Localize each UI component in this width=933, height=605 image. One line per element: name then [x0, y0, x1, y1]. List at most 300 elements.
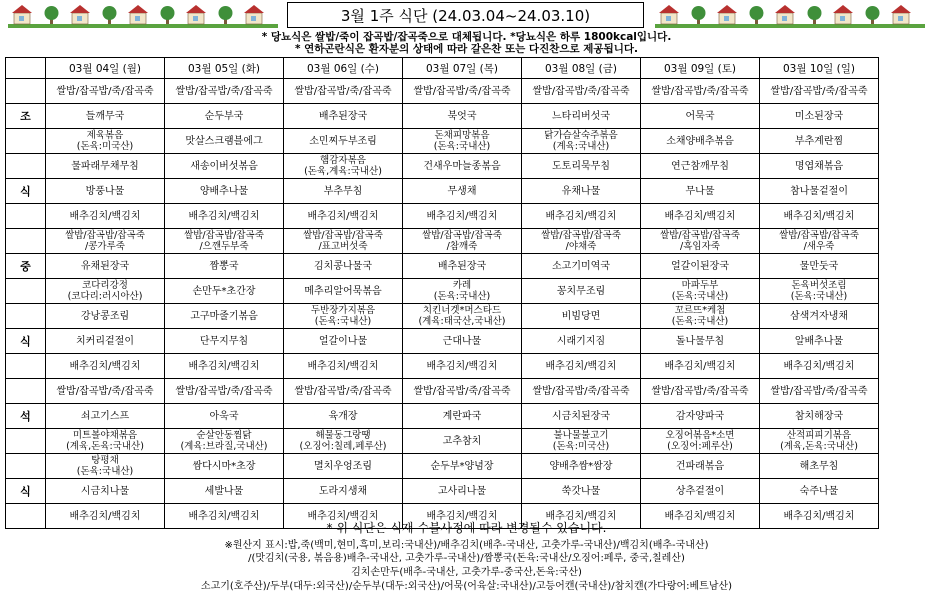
menu-item-text: (돈육:국내산)	[433, 291, 491, 302]
menu-item	[522, 279, 641, 304]
menu-item-text: 치커리겉절이	[76, 335, 134, 347]
day-header: 03월 05일 (화)	[165, 58, 284, 79]
tree-icon	[45, 6, 59, 20]
menu-item	[522, 129, 641, 154]
menu-row	[6, 229, 879, 254]
menu-item-text: 쇠고기스프	[80, 410, 130, 422]
menu-item	[760, 229, 879, 254]
menu-item	[284, 229, 403, 254]
menu-item-text: 참치해장국	[794, 410, 844, 422]
house-window-icon	[840, 16, 845, 21]
menu-item	[522, 204, 641, 229]
weekly-menu-table	[5, 57, 879, 529]
menu-item	[46, 279, 165, 304]
menu-item	[46, 404, 165, 429]
menu-item-text: 배추김치/백김치	[307, 510, 379, 522]
house-roof-icon	[775, 5, 795, 13]
menu-item	[641, 79, 760, 104]
day-header-row	[6, 58, 879, 79]
menu-item	[760, 204, 879, 229]
menu-row	[6, 79, 879, 104]
menu-item-text: 연근참깨무침	[671, 160, 729, 172]
menu-item-text: 쌀밥/잡곡밥/죽/잡곡죽	[294, 385, 392, 397]
menu-item-text: 고사리나물	[437, 485, 487, 497]
house-roof-icon	[12, 5, 32, 13]
menu-item-text: 어묵국	[685, 110, 715, 122]
menu-item	[46, 304, 165, 329]
village-decoration-left	[8, 2, 278, 28]
menu-row	[6, 329, 879, 354]
menu-item-text: 카레	[452, 280, 472, 291]
menu-item	[284, 304, 403, 329]
menu-item	[760, 254, 879, 279]
menu-item	[284, 379, 403, 404]
menu-item-text: 상추겉절이	[675, 485, 725, 497]
menu-item-text: (돈육:국내산)	[314, 316, 372, 327]
menu-item-text: 배추김치/백김치	[783, 360, 855, 372]
menu-item-text: 부추계란찜	[794, 135, 844, 147]
menu-item-text: /표고버섯죽	[318, 241, 368, 252]
menu-item	[284, 404, 403, 429]
menu-item-text: 배추김치/백김치	[426, 510, 498, 522]
menu-item	[403, 104, 522, 129]
menu-item-text: 불나물불고기	[553, 430, 609, 441]
tree-icon	[692, 6, 706, 20]
menu-item	[522, 329, 641, 354]
menu-item-text: 오징어볶음*소면	[665, 430, 735, 441]
menu-item-text: 닭가슴살숙주볶음	[544, 130, 618, 141]
menu-item	[403, 429, 522, 454]
menu-item	[760, 154, 879, 179]
meal-label	[6, 79, 46, 104]
menu-item	[284, 479, 403, 504]
day-header: 03월 06일 (수)	[284, 58, 403, 79]
menu-item	[165, 129, 284, 154]
menu-item	[165, 329, 284, 354]
menu-item-text: (계육,돈육:국내산)	[780, 441, 858, 452]
menu-row	[6, 354, 879, 379]
menu-item	[641, 104, 760, 129]
menu-item	[284, 129, 403, 154]
house-window-icon	[19, 16, 24, 21]
menu-item	[46, 154, 165, 179]
meal-label: 식	[6, 479, 46, 504]
menu-item-text: 쌀밥/잡곡밥/잡곡죽	[779, 230, 859, 241]
menu-item-text: 고추참치	[442, 435, 482, 447]
menu-item-text: (계육:태국산,국내산)	[418, 316, 506, 327]
menu-item	[165, 254, 284, 279]
menu-item	[403, 304, 522, 329]
menu-item	[46, 129, 165, 154]
menu-row	[6, 254, 879, 279]
menu-item-text: 새송이버섯볶음	[190, 160, 258, 172]
menu-item-text: 배추김치/백김치	[664, 360, 736, 372]
menu-item-text: 꽁치무조림	[556, 285, 606, 297]
footer-origin-line-1: ※원산지 표시:밥,죽(백미,현미,흑미,보리:국내산)/배추김치(배추-국내산, 고춧가루-국내산)/백김치(배추-국내산)	[224, 540, 709, 551]
menu-row	[6, 104, 879, 129]
menu-item-text: 계란파국	[442, 410, 482, 422]
meal-label	[6, 129, 46, 154]
menu-item	[641, 229, 760, 254]
menu-item-text: 배추김치/백김치	[545, 360, 617, 372]
menu-item-text: 배추김치/백김치	[426, 360, 498, 372]
menu-item	[760, 429, 879, 454]
menu-item-text: 건파래볶음	[675, 460, 725, 472]
menu-item-text: 얼갈이나물	[318, 335, 368, 347]
menu-item-text: 아욱국	[209, 410, 239, 422]
menu-item-text: 세발나물	[204, 485, 244, 497]
menu-item-text: 육개장	[328, 410, 358, 422]
menu-item	[641, 204, 760, 229]
meal-label	[6, 204, 46, 229]
menu-item-text: 배추김치/백김치	[664, 210, 736, 222]
menu-item-text: 배추김치/백김치	[545, 210, 617, 222]
menu-item	[165, 379, 284, 404]
menu-item-text: 순살안동찜닭	[196, 430, 252, 441]
menu-item	[284, 254, 403, 279]
menu-item-text: 순두부국	[204, 110, 244, 122]
menu-item-text: 비빔당면	[561, 310, 601, 322]
footer-origin-line-4: 소고기(호주산)/두부(대두:외국산)/순두부(대두:외국산)/어묵(어육살:국내산)/고등어캔(국내산)/참치캔(가다랑어:베트남산)	[200, 581, 733, 592]
menu-item	[165, 154, 284, 179]
menu-item-text: 쌀밥/잡곡밥/죽/잡곡죽	[770, 385, 868, 397]
menu-item-text: 유채된장국	[80, 260, 130, 272]
menu-item	[165, 479, 284, 504]
menu-row	[6, 129, 879, 154]
menu-item	[760, 354, 879, 379]
day-header: 03월 08일 (금)	[522, 58, 641, 79]
menu-item	[403, 354, 522, 379]
menu-item	[403, 454, 522, 479]
menu-item-text: 쌀밥/잡곡밥/죽/잡곡죽	[770, 85, 868, 97]
menu-item	[522, 229, 641, 254]
meal-label: 조	[6, 104, 46, 129]
menu-item-text: 제육볶음	[86, 130, 124, 141]
menu-item-text: 유채나물	[561, 185, 601, 197]
day-header: 03월 09일 (토)	[641, 58, 760, 79]
menu-item-text: 돈육버섯조림	[791, 280, 847, 291]
menu-item-text: 숙주나물	[799, 485, 839, 497]
menu-item-text: 코다리강정	[82, 280, 128, 291]
menu-item-text: 해초무침	[799, 460, 839, 472]
menu-item-text: 김치콩나물국	[314, 260, 372, 272]
menu-item	[284, 104, 403, 129]
menu-item-text: /흑임자죽	[680, 241, 720, 252]
tree-icon	[103, 6, 117, 20]
menu-item	[641, 479, 760, 504]
footer-change-notice: * 위 식단은 식재 수불사정에 따라 변경될수 있습니다.	[326, 521, 607, 535]
tree-icon	[161, 6, 175, 20]
house-window-icon	[251, 16, 256, 21]
house-window-icon	[77, 16, 82, 21]
menu-item	[641, 279, 760, 304]
menu-item	[46, 104, 165, 129]
menu-item-text: 짬뽕국	[209, 260, 239, 272]
menu-row	[6, 204, 879, 229]
menu-item-text: (돈육:미국산)	[552, 441, 610, 452]
menu-item	[522, 104, 641, 129]
menu-item	[641, 179, 760, 204]
menu-item	[46, 429, 165, 454]
menu-item-text: 시금치된장국	[552, 410, 610, 422]
menu-row	[6, 179, 879, 204]
menu-item-text: 소고기미역국	[552, 260, 610, 272]
menu-item-text: 얼갈이된장국	[671, 260, 729, 272]
house-roof-icon	[833, 5, 853, 13]
menu-item-text: 순두부*양념장	[430, 460, 494, 472]
house-roof-icon	[659, 5, 679, 13]
menu-item	[403, 129, 522, 154]
menu-item-text: 감자양파국	[675, 410, 725, 422]
notice-diabetic: * 당뇨식은 쌀밥/죽이 잡곡밥/잡곡죽으로 대체됩니다. *당뇨식은 하루 1800kcal입니다.	[261, 31, 672, 43]
meal-label: 석	[6, 404, 46, 429]
menu-item	[403, 254, 522, 279]
menu-row	[6, 279, 879, 304]
menu-item	[46, 379, 165, 404]
menu-item-text: 배추김치/백김치	[426, 210, 498, 222]
menu-item-text: 쌀밥/잡곡밥/죽/잡곡죽	[294, 85, 392, 97]
menu-item-text: 쌀밥/잡곡밥/잡곡죽	[303, 230, 383, 241]
menu-item	[46, 254, 165, 279]
house-roof-icon	[70, 5, 90, 13]
menu-item	[641, 129, 760, 154]
house-window-icon	[666, 16, 671, 21]
menu-item-text: 쌈다시마*초장	[192, 460, 256, 472]
meal-label	[6, 279, 46, 304]
menu-row	[6, 429, 879, 454]
menu-item-text: 양배추나물	[199, 185, 249, 197]
house-window-icon	[782, 16, 787, 21]
menu-item-text: 시래기지짐	[556, 335, 606, 347]
menu-item-text: 물파래무채무침	[71, 160, 139, 172]
menu-item-text: /콩가루죽	[85, 241, 125, 252]
menu-item	[522, 479, 641, 504]
menu-item-text: 강낭콩조림	[80, 310, 130, 322]
house-roof-icon	[244, 5, 264, 13]
menu-item	[284, 429, 403, 454]
menu-item-text: 느타리버섯국	[552, 110, 610, 122]
menu-item	[641, 429, 760, 454]
menu-item-text: 배추된장국	[437, 260, 487, 272]
menu-item	[403, 154, 522, 179]
menu-item-text: 배추김치/백김치	[783, 510, 855, 522]
menu-item	[46, 79, 165, 104]
meal-label	[6, 229, 46, 254]
menu-item	[641, 254, 760, 279]
menu-item-text: 산적피피기볶음	[786, 430, 852, 441]
menu-item	[760, 279, 879, 304]
menu-item-text: (돈육:국내산)	[790, 291, 848, 302]
house-window-icon	[898, 16, 903, 21]
menu-item-text: 쌀밥/잡곡밥/잡곡죽	[660, 230, 740, 241]
menu-item-text: 배추김치/백김치	[664, 510, 736, 522]
menu-item-text: 쌀밥/잡곡밥/죽/잡곡죽	[56, 85, 154, 97]
menu-item-text: (돈육:국내산)	[433, 141, 491, 152]
menu-item	[641, 404, 760, 429]
menu-item-text: 쌀밥/잡곡밥/죽/잡곡죽	[532, 85, 630, 97]
menu-item	[165, 279, 284, 304]
village-decoration-right	[655, 2, 925, 28]
tree-icon	[808, 6, 822, 20]
menu-item-text: 소채양배추볶음	[666, 135, 734, 147]
menu-item-text: 미트볼야채볶음	[72, 430, 138, 441]
menu-item-text: 도라지생채	[318, 485, 368, 497]
menu-item-text: 배추김치/백김치	[307, 210, 379, 222]
menu-item-text: 양배추쌈*쌈장	[549, 460, 613, 472]
house-roof-icon	[186, 5, 206, 13]
house-window-icon	[193, 16, 198, 21]
menu-item-text: 쌀밥/잡곡밥/죽/잡곡죽	[175, 85, 273, 97]
menu-item-text: 맛살스크램블에그	[185, 135, 263, 147]
day-header: 03월 04일 (월)	[46, 58, 165, 79]
menu-item	[641, 304, 760, 329]
menu-item-text: 멸치우엉조림	[314, 460, 372, 472]
menu-item	[46, 204, 165, 229]
menu-item-text: (돈육:국내산)	[671, 316, 729, 327]
menu-item-text: (계육,돈육:국내산)	[66, 441, 144, 452]
menu-item	[284, 179, 403, 204]
menu-item	[46, 479, 165, 504]
menu-item-text: (오징어:페루산)	[667, 441, 733, 452]
menu-item	[403, 379, 522, 404]
menu-item-text: (계육:브라질,국내산)	[180, 441, 268, 452]
menu-item	[522, 179, 641, 204]
menu-row	[6, 154, 879, 179]
menu-item	[46, 354, 165, 379]
menu-item-text: 참나물겉절이	[790, 185, 848, 197]
menu-item-text: 쌀밥/잡곡밥/죽/잡곡죽	[175, 385, 273, 397]
menu-item-text: (코다리:러시아산)	[67, 291, 143, 302]
meal-label	[6, 304, 46, 329]
menu-item-text: /야채죽	[565, 241, 597, 252]
menu-item-text: 배추김치/백김치	[783, 210, 855, 222]
menu-item	[522, 79, 641, 104]
menu-item-text: (오징어:칠레,페루산)	[299, 441, 387, 452]
menu-item-text: 배추김치/백김치	[307, 360, 379, 372]
menu-item	[403, 204, 522, 229]
menu-item	[165, 79, 284, 104]
menu-item-text: 도토리묵무침	[552, 160, 610, 172]
menu-item-text: 배추된장국	[318, 110, 368, 122]
menu-item	[165, 229, 284, 254]
menu-item	[522, 254, 641, 279]
menu-item-text: 고구마줄기볶음	[190, 310, 258, 322]
menu-item-text: 배추김치/백김치	[69, 510, 141, 522]
menu-item-text: 쌀밥/잡곡밥/잡곡죽	[184, 230, 264, 241]
menu-item-text: 무생채	[447, 185, 477, 197]
notice-dysphagia: * 연하곤란식은 환자분의 상태에 따라 갈은찬 또는 다진찬으로 제공됩니다.	[294, 43, 638, 55]
menu-item-text: (돈육:국내산)	[671, 291, 729, 302]
meal-label	[6, 429, 46, 454]
meal-label: 식	[6, 179, 46, 204]
menu-item-text: 명엽채볶음	[794, 160, 844, 172]
menu-item	[641, 454, 760, 479]
menu-item-text: 치킨너겟*머스타드	[422, 305, 502, 316]
menu-item-text: 소민찌두부조림	[309, 135, 377, 147]
menu-item-text: 배추김치/백김치	[69, 210, 141, 222]
menu-item-text: 무나물	[685, 185, 715, 197]
menu-item	[641, 329, 760, 354]
menu-item	[403, 279, 522, 304]
menu-row	[6, 304, 879, 329]
menu-item	[760, 454, 879, 479]
menu-item	[403, 229, 522, 254]
menu-item	[46, 229, 165, 254]
menu-item	[522, 354, 641, 379]
menu-item	[165, 404, 284, 429]
menu-item	[403, 79, 522, 104]
meal-label	[6, 379, 46, 404]
menu-item-text: 알배추나물	[794, 335, 844, 347]
menu-item-text: 배추김치/백김치	[545, 510, 617, 522]
footer-origin-line-3: 김치손만두(배추-국내산, 고춧가루-중국산,돈육:국산)	[351, 567, 582, 578]
menu-item	[165, 304, 284, 329]
menu-item-text: 손만두*초간장	[192, 285, 256, 297]
menu-item-text: 탕평채	[91, 455, 119, 466]
menu-item-text: 햄감자볶음	[320, 155, 366, 166]
menu-item-text: 미소된장국	[794, 110, 844, 122]
menu-item	[165, 454, 284, 479]
menu-item-text: 쌀밥/잡곡밥/죽/잡곡죽	[532, 385, 630, 397]
meal-label	[6, 354, 46, 379]
menu-item-text: 삼색겨자냉채	[790, 310, 848, 322]
tree-icon	[219, 6, 233, 20]
menu-item	[165, 354, 284, 379]
menu-item-text: 물만둣국	[799, 260, 839, 272]
corner-cell	[6, 58, 46, 79]
menu-item-text: (돈육:미국산)	[76, 141, 134, 152]
menu-item	[403, 329, 522, 354]
menu-row	[6, 479, 879, 504]
menu-item	[284, 279, 403, 304]
menu-item-text: 배추김치/백김치	[188, 510, 260, 522]
menu-item	[165, 179, 284, 204]
tree-icon	[866, 6, 880, 20]
menu-item-text: /참깨죽	[446, 241, 478, 252]
menu-item	[403, 179, 522, 204]
menu-item-text: 해물동그랑땡	[315, 430, 371, 441]
menu-item	[641, 379, 760, 404]
menu-row	[6, 454, 879, 479]
menu-item-text: 쌀밥/잡곡밥/죽/잡곡죽	[413, 385, 511, 397]
menu-item	[165, 104, 284, 129]
menu-item-text: 방풍나물	[85, 185, 125, 197]
menu-item	[760, 104, 879, 129]
menu-item-text: (돈육:국내산)	[76, 466, 134, 477]
menu-item-text: 쌀밥/잡곡밥/죽/잡곡죽	[651, 85, 749, 97]
menu-item	[284, 329, 403, 354]
meal-label: 식	[6, 329, 46, 354]
menu-item	[522, 454, 641, 479]
menu-item	[522, 429, 641, 454]
menu-row	[6, 404, 879, 429]
menu-item-text: 메추리알어묵볶음	[304, 285, 382, 297]
menu-item	[522, 404, 641, 429]
menu-item-text: /으깬두부죽	[199, 241, 249, 252]
menu-item-text: 쌀밥/잡곡밥/죽/잡곡죽	[651, 385, 749, 397]
menu-row	[6, 379, 879, 404]
menu-item-text: (돈육,계육:국내산)	[304, 166, 382, 177]
menu-item-text: /새우죽	[803, 241, 835, 252]
menu-item	[760, 304, 879, 329]
menu-item	[760, 179, 879, 204]
menu-item-text: 배추김치/백김치	[188, 360, 260, 372]
menu-item-text: 부추무침	[323, 185, 363, 197]
menu-item	[760, 129, 879, 154]
menu-item-text: 배추김치/백김치	[69, 360, 141, 372]
menu-item-text: 쌀밥/잡곡밥/죽/잡곡죽	[56, 385, 154, 397]
menu-item	[760, 479, 879, 504]
